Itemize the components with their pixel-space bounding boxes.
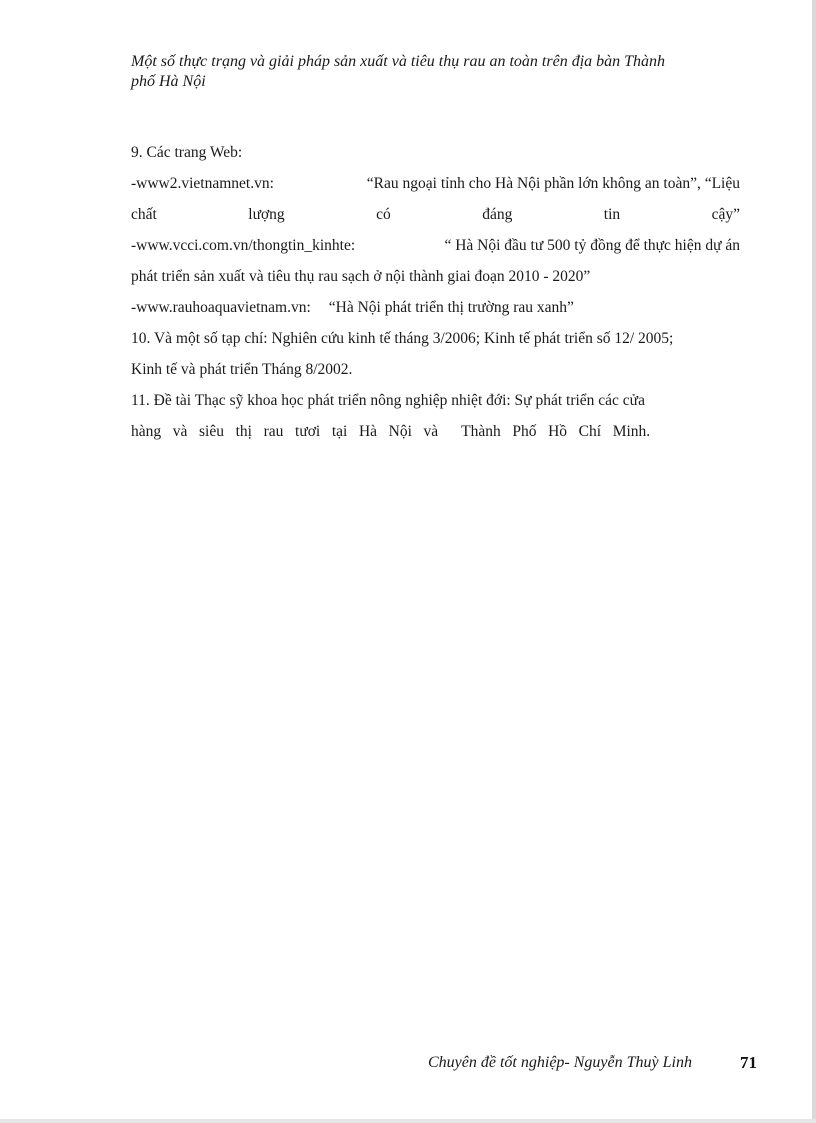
reference-web-1-site: -www2.vietnamnet.vn:	[131, 175, 274, 192]
reference-web-1-word: lượng	[248, 206, 285, 223]
reference-web-2-line-1	[131, 235, 740, 266]
reference-web-1-line-2	[131, 204, 740, 235]
reference-item-11-line-2: hàng và siêu thị rau tươi tại Hà Nội và Thành Phố Hồ Chí Minh.	[131, 423, 651, 440]
reference-web-3-line	[131, 297, 740, 328]
references-list	[131, 142, 740, 452]
reference-item-9-title: 9. Các trang Web:	[131, 144, 243, 161]
reference-web-3-quote: “Hà Nội phát triển thị trường rau xanh”	[328, 299, 574, 316]
reference-item-10-line-1: 10. Và một số tạp chí: Nghiên cứu kinh tế tháng 3/2006; Kinh tế phát triển số 12/ 2005;	[131, 330, 674, 347]
reference-web-2-quote: “ Hà Nội đầu tư 500 tỷ đồng để thực hiện dự án	[444, 237, 740, 254]
page-footer	[428, 1052, 692, 1074]
running-header-line-1: Một số thực trạng và giải pháp sản xuất và tiêu thụ rau an toàn trên địa bàn Thành	[131, 53, 666, 70]
reference-web-1-line-1	[131, 173, 740, 204]
reference-web-2-site: -www.vcci.com.vn/thongtin_kinhte:	[131, 237, 356, 254]
reference-web-1-word: có	[376, 206, 391, 223]
reference-item-11-line-1: 11. Đề tài Thạc sỹ khoa học phát triển nông nghiệp nhiệt đới: Sự phát triển các cửa	[131, 392, 645, 409]
page-number: 71	[740, 1053, 757, 1072]
reference-web-1-quote: “Rau ngoại tỉnh cho Hà Nội phần lớn không an toàn”, “Liệu	[366, 175, 740, 192]
reference-web-1-word: đáng	[482, 206, 513, 223]
spacer	[311, 297, 329, 328]
running-header-line-2: phố Hà Nội	[131, 73, 206, 90]
page-bottom-edge-shadow	[0, 1119, 816, 1123]
reference-web-2-line-2: phát triển sản xuất và tiêu thụ rau sạch ở nội thành giai đoạn 2010 - 2020”	[131, 268, 591, 285]
footer-author-text: Chuyên đề tốt nghiệp- Nguyễn Thuỳ Linh	[428, 1054, 692, 1071]
reference-web-1-word: chất	[131, 206, 157, 223]
reference-web-1-word: tin	[603, 206, 621, 223]
reference-web-3-site: -www.rauhoaquavietnam.vn:	[131, 299, 311, 316]
page-right-edge-shadow	[812, 0, 816, 1123]
reference-web-1-word: cậy”	[711, 206, 740, 223]
reference-item-10-line-2: Kinh tế và phát triển Tháng 8/2002.	[131, 361, 353, 378]
running-header	[131, 52, 741, 92]
